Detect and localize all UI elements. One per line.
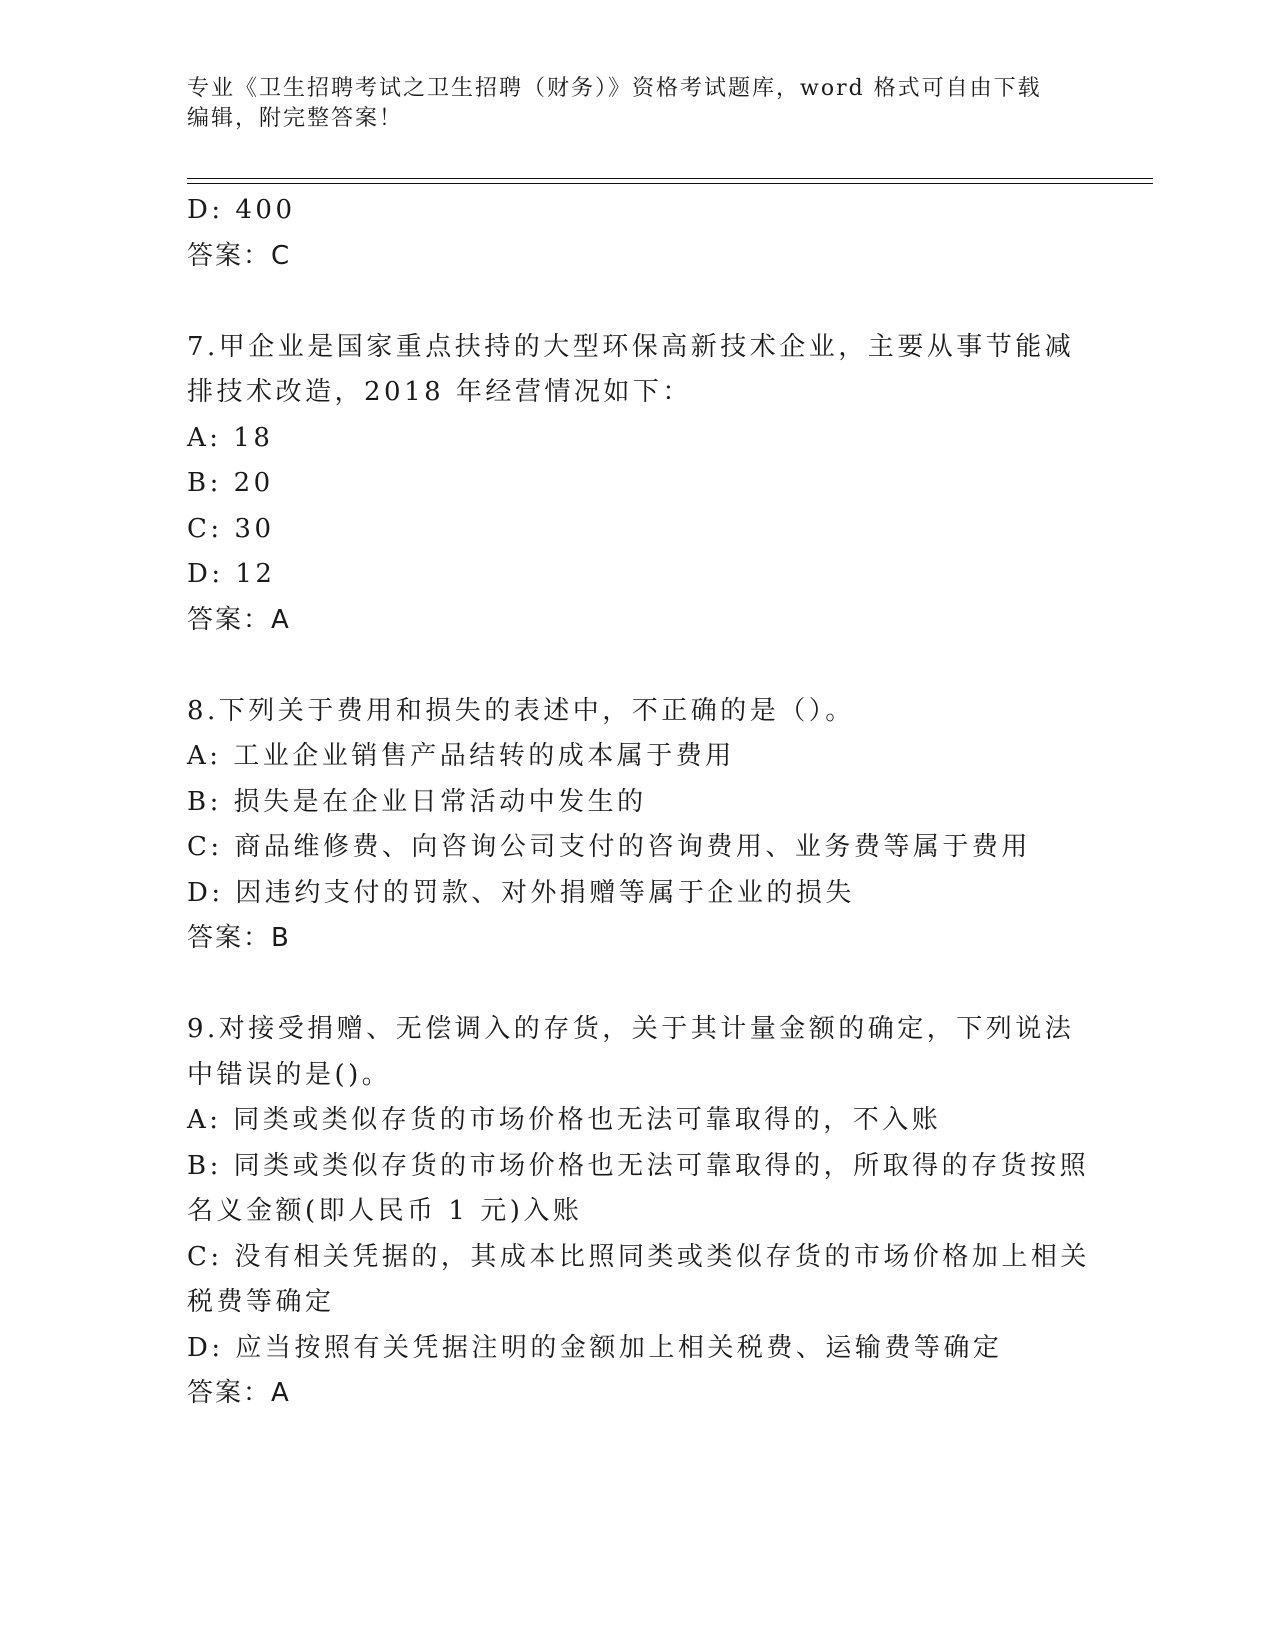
option-a: A: 18 <box>187 422 274 453</box>
question-9 <box>187 1007 1090 1417</box>
question-stem: 9.对接受捐赠、无偿调入的存货，关于其计量金额的确定，下列说法 <box>187 1014 1075 1044</box>
answer-label: 答案：A <box>187 604 291 635</box>
option-b: B: 损失是在企业日常活动中发生的 <box>187 786 647 817</box>
spacer <box>187 279 1087 325</box>
option-d: D: 应当按照有关凭据注明的金额加上相关税费、运输费等确定 <box>187 1332 1003 1363</box>
question-stem-continued: 中错误的是()。 <box>187 1059 392 1090</box>
answer-label: 答案：A <box>187 1378 291 1408</box>
question-stem: 7.甲企业是国家重点扶持的大型环保高新技术企业，主要从事节能减 <box>187 331 1075 362</box>
answer-label: 答案：B <box>187 923 291 953</box>
question-stem: 8.下列关于费用和损失的表述中，不正确的是（）。 <box>187 695 855 726</box>
page-header <box>187 74 1067 134</box>
option-b: B: 20 <box>187 468 274 498</box>
option-b: B: 同类或类似存货的市场价格也无法可靠取得的，所取得的存货按照 <box>187 1150 1090 1181</box>
option-d: D: 400 <box>187 195 296 225</box>
option-c-continued: 税费等确定 <box>187 1287 335 1317</box>
spacer <box>187 643 1087 689</box>
option-a: A: 工业企业销售产品结转的成本属于费用 <box>187 741 735 771</box>
header-line-2: 编辑，附完整答案！ <box>187 106 404 131</box>
option-b-continued: 名义金额(即人民币 1 元)入账 <box>187 1196 583 1226</box>
answer-label: 答案：C <box>187 240 292 271</box>
header-divider-top <box>187 178 1153 179</box>
question-8 <box>187 689 1087 962</box>
option-d: D: 因违约支付的罚款、对外捐赠等属于企业的损失 <box>187 877 855 908</box>
option-a: A: 同类或类似存货的市场价格也无法可靠取得的，不入账 <box>187 1105 942 1135</box>
spacer <box>187 962 1087 1008</box>
option-c: C: 没有相关凭据的，其成本比照同类或类似存货的市场价格加上相关 <box>187 1241 1090 1272</box>
question-list <box>187 188 1090 1417</box>
option-c: C: 商品维修费、向咨询公司支付的咨询费用、业务费等属于费用 <box>187 832 1031 862</box>
option-c: C: 30 <box>187 513 275 544</box>
header-line-1: 专业《卫生招聘考试之卫生招聘（财务）》资格考试题库，word 格式可自由下载 <box>187 76 1042 101</box>
question-stem-continued: 排技术改造，2018 年经营情况如下： <box>187 377 692 407</box>
question-7 <box>187 325 1087 644</box>
header-divider-bottom <box>187 183 1153 184</box>
question-6-tail <box>187 188 1087 279</box>
option-d: D: 12 <box>187 559 276 589</box>
